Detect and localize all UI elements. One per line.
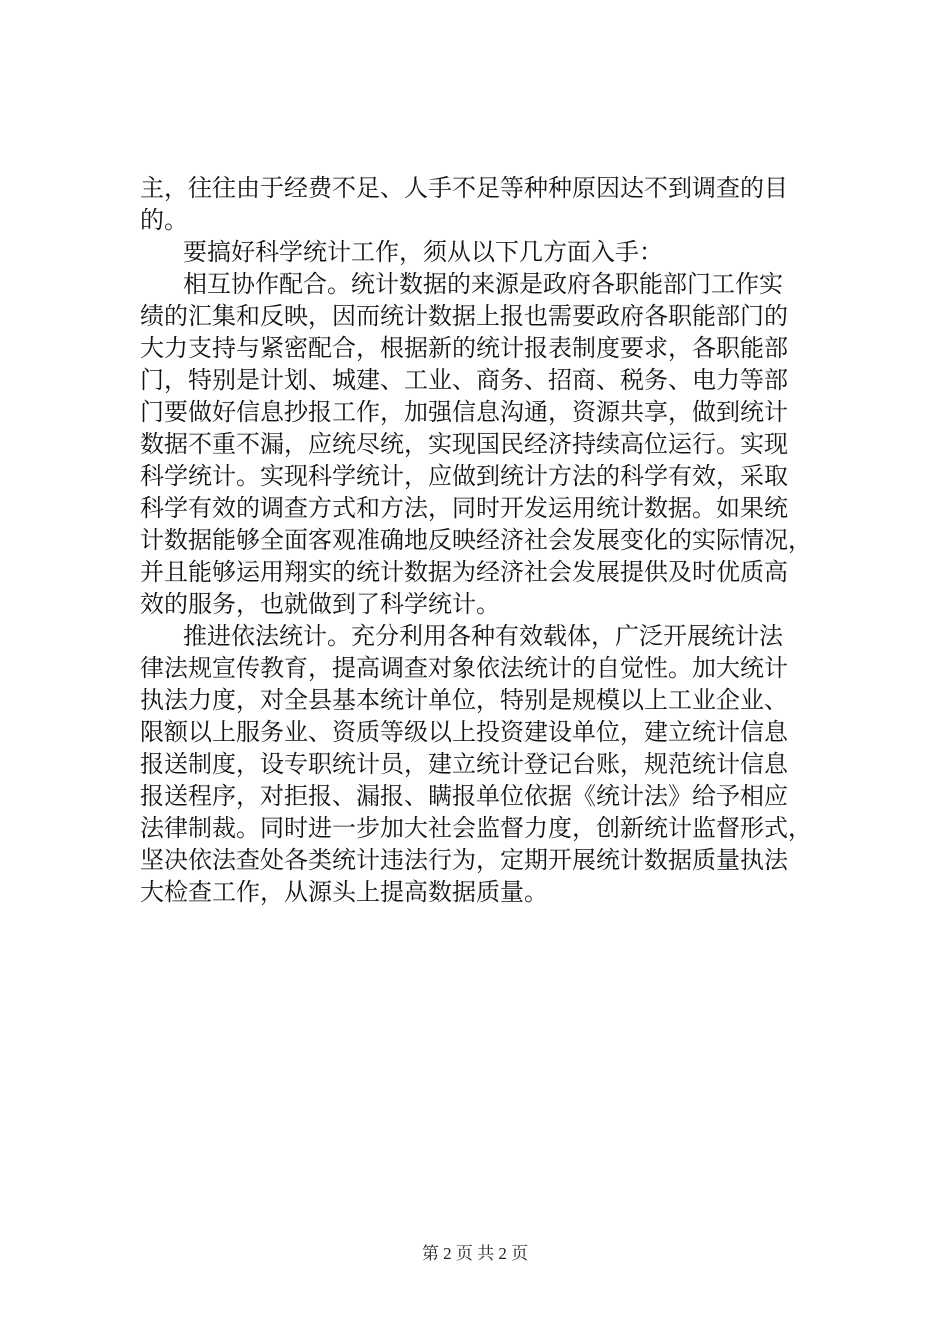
document-body — [140, 172, 820, 908]
text-line: 坚决依法查处各类统计违法行为，定期开展统计数据质量执法 — [140, 846, 788, 874]
text-line: 报送制度，设专职统计员，建立统计登记台账，规范统计信息 — [140, 750, 788, 778]
paragraph-heading-line: 要搞好科学统计工作，须从以下几方面入手： — [183, 238, 663, 266]
text-line: 律法规宣传教育，提高调查对象依法统计的自觉性。加大统计 — [140, 654, 788, 682]
text-line: 大检查工作，从源头上提高数据质量。 — [140, 878, 548, 906]
text-line: 数据不重不漏，应统尽统，实现国民经济持续高位运行。实现 — [140, 430, 788, 458]
text-line: 执法力度，对全县基本统计单位，特别是规模以上工业企业、 — [140, 686, 788, 714]
text-line: 科学统计。实现科学统计，应做到统计方法的科学有效，采取 — [140, 462, 788, 490]
text-line: 报送程序，对拒报、漏报、瞒报单位依据《统计法》给予相应 — [140, 782, 788, 810]
text-line: 并且能够运用翔实的统计数据为经济社会发展提供及时优质高 — [140, 558, 788, 586]
text-line: 科学有效的调查方式和方法，同时开发运用统计数据。如果统 — [140, 494, 788, 522]
paragraph-first-line: 推进依法统计。充分利用各种有效载体，广泛开展统计法 — [183, 622, 783, 650]
text-line: 绩的汇集和反映，因而统计数据上报也需要政府各职能部门的 — [140, 302, 788, 330]
page-footer — [0, 1243, 950, 1265]
text-line: 法律制裁。同时进一步加大社会监督力度，创新统计监督形式， — [140, 814, 812, 842]
text-line: 门，特别是计划、城建、工业、商务、招商、税务、电力等部 — [140, 366, 788, 394]
text-line: 的。 — [140, 206, 188, 234]
text-line: 主，往往由于经费不足、人手不足等种种原因达不到调查的目 — [140, 174, 788, 202]
text-line: 门要做好信息抄报工作，加强信息沟通，资源共享，做到统计 — [140, 398, 788, 426]
text-line: 大力支持与紧密配合，根据新的统计报表制度要求，各职能部 — [140, 334, 788, 362]
page-number-label: 第 2 页 共 2 页 — [421, 1244, 529, 1263]
text-line: 计数据能够全面客观准确地反映经济社会发展变化的实际情况， — [140, 526, 812, 554]
text-line: 效的服务，也就做到了科学统计。 — [140, 590, 500, 618]
paragraph-first-line: 相互协作配合。统计数据的来源是政府各职能部门工作实 — [183, 270, 783, 298]
text-line: 限额以上服务业、资质等级以上投资建设单位，建立统计信息 — [140, 718, 788, 746]
